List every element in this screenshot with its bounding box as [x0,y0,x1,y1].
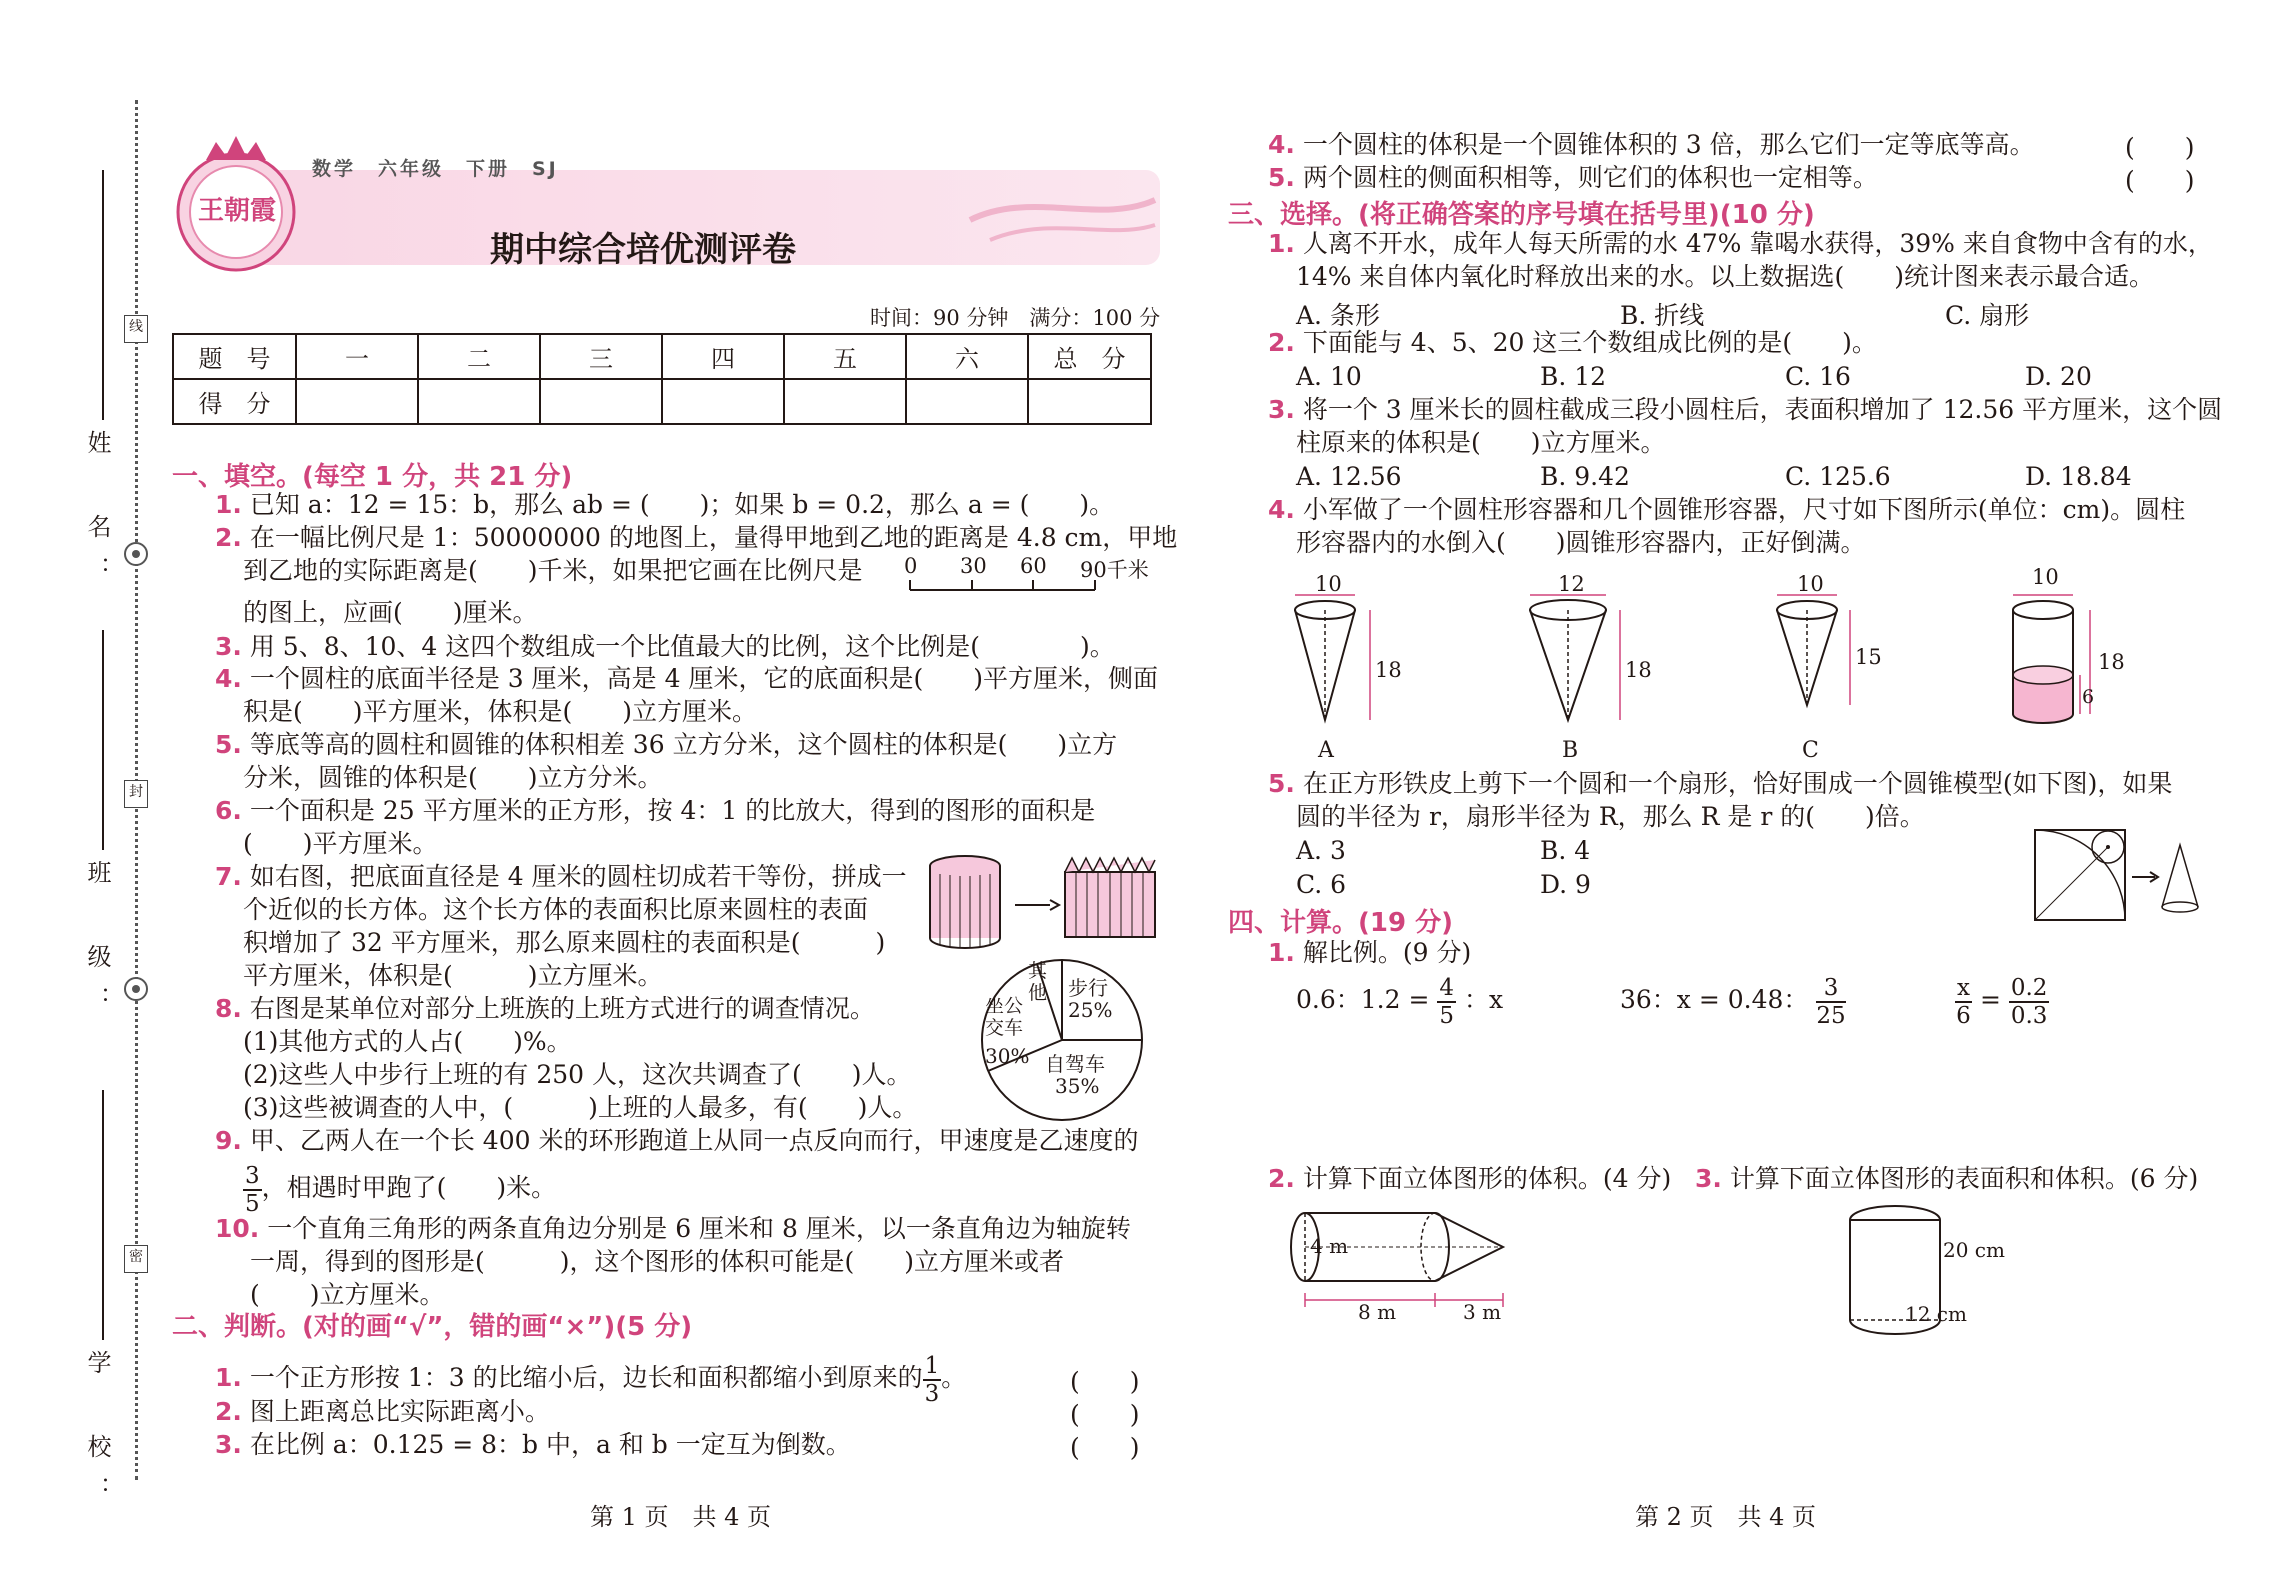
s2-q2: 2. 图上距离总比实际距离小。 [215,1397,550,1426]
score-header-cell: 四 [662,334,784,379]
s1-q6: 6. 一个面积是 25 平方厘米的正方形，按 4：1 的比放大，得到的图形的面积是 [215,796,1096,825]
s1-q7-text: 如右图，把底面直径是 4 厘米的圆柱切成若干等份，拼成一 [249,862,907,891]
score-table [172,333,1152,425]
equation-1 [1296,970,1503,1030]
score-row-label: 得 分 [173,379,296,424]
eq2-left: 36：x = 0.48： [1620,985,1809,1014]
scale-tick-label: 90千米 [1080,558,1149,582]
s1-q8-sub3: (3)这些被调查的人中，( )上班的人最多，有( )人。 [243,1093,918,1122]
s1-q2-line3: 的图上，应画( )厘米。 [243,598,538,627]
fig3-height: 20 cm [1943,1238,2005,1262]
s1-q4-line2: 积是( )平方厘米，体积是( )立方厘米。 [243,697,758,726]
score-header-cell: 三 [540,334,662,379]
option: A. 条形 [1296,301,1380,330]
s3-q4-text: 小军做了一个圆柱形容器和几个圆锥形容器，尺寸如下图所示(单位：cm)。圆柱 [1302,495,2186,524]
school-label: 学 校： [83,1350,111,1518]
option: B. 4 [1540,836,1591,865]
s1-q8-sub2: (2)这些人中步行上班的有 250 人，这次共调查了( )人。 [243,1060,912,1089]
score-header-cell: 二 [418,334,540,379]
s1-q8-text: 右图是某单位对部分上班族的上班方式进行的调查情况。 [249,994,875,1023]
answer-paren[interactable]: ( ) [1070,1433,1140,1462]
section4-title: 四、计算。(19 分) [1228,908,1453,938]
s4-q1-text: 解比例。(9 分) [1302,938,1472,967]
score-header-cell: 五 [784,334,906,379]
s3-q2-text: 下面能与 4、5、20 这三个数组成比例的是( )。 [1302,328,1877,357]
s4-q3-text: 计算下面立体图形的表面积和体积。(6 分) [1729,1164,2199,1193]
s4-q3: 3. 计算下面立体图形的表面积和体积。(6 分) [1695,1164,2199,1193]
s1-q9-text: 甲、乙两人在一个长 400 米的环形跑道上从同一点反向而行，甲速度是乙速度的 [249,1126,1139,1155]
s1-q2-line2: 到乙地的实际距离是( )千米，如果把它画在比例尺是 [243,556,863,585]
fraction-denominator: 25 [1816,1002,1846,1029]
s1-q10-text: 一个直角三角形的两条直角边分别是 6 厘米和 8 厘米，以一条直角边为轴旋转 [267,1214,1131,1243]
time-info: 时间：90 分钟 满分：100 分 [870,306,1161,330]
secret-mark: 密 [124,1245,148,1273]
section3-title: 三、选择。(将正确答案的序号填在括号里)(10 分) [1228,200,1815,230]
s4-q2: 2. 计算下面立体图形的体积。(4 分) [1268,1164,1672,1193]
binding-hole-icon [122,540,150,568]
option: B. 12 [1540,362,1607,391]
section1-title: 一、填空。(每空 1 分，共 21 分) [172,462,573,492]
s2-q3: 3. 在比例 a：0.125 = 8：b 中，a 和 b 一定互为倒数。 [215,1430,851,1459]
pie-value-walk: 25% [1068,998,1113,1022]
s1-q3-text: 用 5、8、10、4 这四个数组成一个比值最大的比例，这个比例是( )。 [249,632,1115,661]
cone-c-label: C [1802,738,1819,763]
option: D. 18.84 [2025,462,2132,491]
eq1-right: ：x [1463,985,1504,1014]
s1-q6-text: 一个面积是 25 平方厘米的正方形，按 4：1 的比放大，得到的图形的面积是 [249,796,1096,825]
fraction-denominator: 6 [1956,1002,1971,1029]
option: C. 6 [1296,870,1347,899]
score-entry-cell[interactable] [418,379,540,424]
fig3-diameter: 12 cm [1905,1302,1967,1326]
option: A. 3 [1296,836,1346,865]
binding-hole-icon [122,975,150,1003]
equation-3 [1955,970,2049,1030]
water-height: 6 [2082,686,2095,708]
pie-value-bus: 30% [985,1044,1030,1068]
option: A. 12.56 [1296,462,1402,491]
s1-q9-line2-text: ，相遇时甲跑了( )米。 [261,1173,557,1202]
s3-q1-text: 人离不开水，成年人每天所需的水 47% 靠喝水获得，39% 来自食物中含有的水， [1302,229,2213,258]
equals-sign: = [1979,985,2001,1014]
cone-a-height: 18 [1375,658,1402,682]
s1-q2: 2. 在一幅比例尺是 1：50000000 的地图上，量得甲地到乙地的距离是 4.8 cm，甲地 [215,523,1178,552]
answer-paren[interactable]: ( ) [2125,166,2195,195]
s2-q1: 1. 一个正方形按 1：3 的比缩小后，边长和面积都缩小到原来的 $\frac{1}{3}$ 。 [215,1352,967,1407]
fraction-numerator: 4 [1439,974,1455,1001]
option: B. 9.42 [1540,462,1630,491]
s3-q3-text: 将一个 3 厘米长的圆柱截成三段小圆柱后，表面积增加了 12.56 平方厘米，这个圆 [1302,395,2223,424]
s2-q4: 4. 一个圆柱的体积是一个圆锥体积的 3 倍，那么它们一定等底等高。 [1268,130,2035,159]
page-title: 期中综合培优测评卷 [490,230,796,270]
option: D. 20 [2025,362,2092,391]
equation-2 [1620,970,1846,1030]
s1-q7: 7. 如右图，把底面直径是 4 厘米的圆柱切成若干等份，拼成一 [215,862,907,891]
answer-paren[interactable]: ( ) [2125,133,2195,162]
score-entry-cell[interactable] [540,379,662,424]
line-mark: 线 [124,315,148,343]
s1-q1: 1. 已知 a：12 = 15：b，那么 ab = ( )；如果 b = 0.2，那么 a = ( )。 [215,490,1115,519]
seal-mark: 封 [124,780,148,808]
s1-q7-line3: 积增加了 32 平方厘米，那么原来圆柱的表面积是( ) [243,928,886,957]
s2-q2-text: 图上距离总比实际距离小。 [249,1397,550,1426]
page-footer-left: 第 1 页 共 4 页 [590,1503,772,1531]
s1-q5-text: 等底等高的圆柱和圆锥的体积相差 36 立方分米，这个圆柱的体积是( )立方 [249,730,1118,759]
fraction-denominator: 5 [1439,1002,1455,1029]
s3-q4-line2: 形容器内的水倒入( )圆锥形容器内，正好倒满。 [1296,528,1866,557]
option: B. 折线 [1620,301,1705,330]
scale-tick-label: 60 [1020,554,1047,578]
s3-q5: 5. 在正方形铁皮上剪下一个圆和一个扇形，恰好围成一个圆锥模型(如下图)，如果 [1268,769,2173,798]
s1-q2-text: 在一幅比例尺是 1：50000000 的地图上，量得甲地到乙地的距离是 4.8 cm，甲地 [249,523,1178,552]
s1-q8: 8. 右图是某单位对部分上班族的上班方式进行的调查情况。 [215,994,875,1023]
s1-q3: 3. 用 5、8、10、4 这四个数组成一个比值最大的比例，这个比例是( )。 [215,632,1115,661]
score-header-cell: 一 [296,334,418,379]
s4-q2-text: 计算下面立体图形的体积。(4 分) [1302,1164,1672,1193]
cone-a-diameter: 10 [1315,572,1342,596]
s2-q5-text: 两个圆柱的侧面积相等，则它们的体积也一定相等。 [1302,163,1878,192]
answer-paren[interactable]: ( ) [1070,1367,1140,1396]
cone-a-label: A [1318,738,1334,763]
option: D. 9 [1540,870,1591,899]
s2-q3-text: 在比例 a：0.125 = 8：b 中，a 和 b 一定互为倒数。 [249,1430,851,1459]
s3-q3: 3. 将一个 3 厘米长的圆柱截成三段小圆柱后，表面积增加了 12.56 平方厘米，这个圆 [1268,395,2223,424]
s3-q4: 4. 小军做了一个圆柱形容器和几个圆锥形容器，尺寸如下图所示(单位：cm)。圆柱 [1268,495,2186,524]
s1-q8-sub1: (1)其他方式的人占( )%。 [243,1027,572,1056]
s3-q2: 2. 下面能与 4、5、20 这三个数组成比例的是( )。 [1268,328,1877,357]
s3-q1-line2: 14% 来自体内氧化时释放出来的水。以上数据选( )统计图来表示最合适。 [1296,262,2155,291]
s1-q10-line2: 一周，得到的图形是( )，这个图形的体积可能是( )立方厘米或者 [250,1247,1065,1276]
s4-q1: 1. 解比例。(9 分) [1268,938,1472,967]
score-entry-cell[interactable] [662,379,784,424]
s1-q4: 4. 一个圆柱的底面半径是 3 厘米，高是 4 厘米，它的底面积是( )平方厘米，侧面 [215,664,1158,693]
s3-q3-line2: 柱原来的体积是( )立方厘米。 [1296,428,1666,457]
school-underline [102,1090,104,1340]
cylinder-to-cuboid-figure [925,850,1160,950]
commute-pie-chart [975,953,1150,1128]
page-footer-right: 第 2 页 共 4 页 [1635,1503,1817,1531]
fraction-numerator: 0.2 [2010,974,2048,1001]
score-header-cell: 总 分 [1028,334,1151,379]
s3-q5-line2: 圆的半径为 r，扇形半径为 R，那么 R 是 r 的( )倍。 [1296,802,1925,831]
s1-q9: 9. 甲、乙两人在一个长 400 米的环形跑道上从同一点反向而行，甲速度是乙速度的 [215,1126,1139,1155]
subject-line: 数学 六年级 下册 SJ [312,158,559,180]
score-entry-cell[interactable] [1028,379,1151,424]
fraction-numerator: 3 [245,1162,260,1189]
cone-model-figure [2030,825,2200,925]
s2-q4-text: 一个圆柱的体积是一个圆锥体积的 3 倍，那么它们一定等底等高。 [1302,130,2035,159]
name-underline [102,170,104,420]
class-label: 班 级： [83,860,111,1028]
fraction-numerator: 1 [924,1352,940,1379]
s1-q7-line2: 个近似的长方体。这个长方体的表面积比原来圆柱的表面 [243,895,869,924]
score-header-cell: 题 号 [173,334,296,379]
option: C. 扇形 [1945,301,2030,330]
fraction-denominator: 3 [924,1380,940,1407]
score-entry-cell[interactable] [906,379,1028,424]
cone-c-height: 15 [1855,645,1882,669]
s3-q1: 1. 人离不开水，成年人每天所需的水 47% 靠喝水获得，39% 来自食物中含有的水， [1268,229,2213,258]
score-entry-cell[interactable] [296,379,418,424]
s2-q5: 5. 两个圆柱的侧面积相等，则它们的体积也一定相等。 [1268,163,1878,192]
containers-figure [1285,580,2185,760]
eq1-left: 0.6：1.2 = [1296,985,1430,1014]
fraction-denominator: 5 [245,1190,260,1217]
pie-label-walk: 步行 [1068,976,1108,1000]
fraction-numerator: x [1957,974,1970,1001]
fraction-denominator: 0.3 [2010,1002,2048,1029]
s1-q6-line2: ( )平方厘米。 [243,829,438,858]
logo-text: 王朝霞 [198,196,277,226]
pie-label-bus: 坐公交车 [985,995,1024,1039]
s1-q9-line2 [243,1158,556,1218]
s1-q7-line4: 平方厘米，体积是( )立方厘米。 [243,961,663,990]
s3-q5-text: 在正方形铁皮上剪下一个圆和一个扇形，恰好围成一个圆锥模型(如下图)，如果 [1302,769,2173,798]
section2-title: 二、判断。(对的画“√”，错的画“×”)(5 分) [172,1312,693,1342]
class-underline [102,630,104,850]
fig2-length2: 3 m [1463,1300,1502,1324]
pie-label-other: 其他 [1028,960,1048,1004]
s1-q4-text: 一个圆柱的底面半径是 3 厘米，高是 4 厘米，它的底面积是( )平方厘米，侧面 [249,664,1158,693]
s2-q1-text: 一个正方形按 1：3 的比缩小后，边长和面积都缩小到原来的 [249,1363,923,1392]
fig2-length1: 8 m [1358,1300,1397,1324]
option: A. 10 [1296,362,1362,391]
s1-q10-line3: ( )立方厘米。 [250,1280,445,1309]
s1-q10: 10. 一个直角三角形的两条直角边分别是 6 厘米和 8 厘米，以一条直角边为轴旋转 [215,1214,1131,1243]
cylinder-height: 18 [2098,650,2125,674]
pie-label-bike: 自驾车 [1045,1052,1105,1076]
fraction-numerator: 3 [1816,975,1845,1003]
cone-c-diameter: 10 [1797,572,1824,596]
s1-q5: 5. 等底等高的圆柱和圆锥的体积相差 36 立方分米，这个圆柱的体积是( )立方 [215,730,1118,759]
answer-paren[interactable]: ( ) [1070,1400,1140,1429]
cone-b-diameter: 12 [1558,572,1585,596]
option: C. 16 [1785,362,1851,391]
cone-b-label: B [1562,738,1579,763]
scale-tick-label: 30 [960,554,987,578]
name-label: 姓 名： [83,430,111,598]
s1-q5-line2: 分米，圆锥的体积是( )立方分米。 [243,763,663,792]
scale-tick-label: 0 [904,554,918,578]
cylinder-diameter: 10 [2032,565,2059,589]
s1-q1-text: 已知 a：12 = 15：b，那么 ab = ( )；如果 b = 0.2，那么 a = ( )。 [249,490,1115,519]
score-entry-cell[interactable] [784,379,906,424]
fig2-diameter: 4 m [1310,1234,1349,1258]
option: C. 125.6 [1785,462,1891,491]
score-header-cell: 六 [906,334,1028,379]
cone-b-height: 18 [1625,658,1652,682]
pie-value-bike: 35% [1055,1074,1100,1098]
